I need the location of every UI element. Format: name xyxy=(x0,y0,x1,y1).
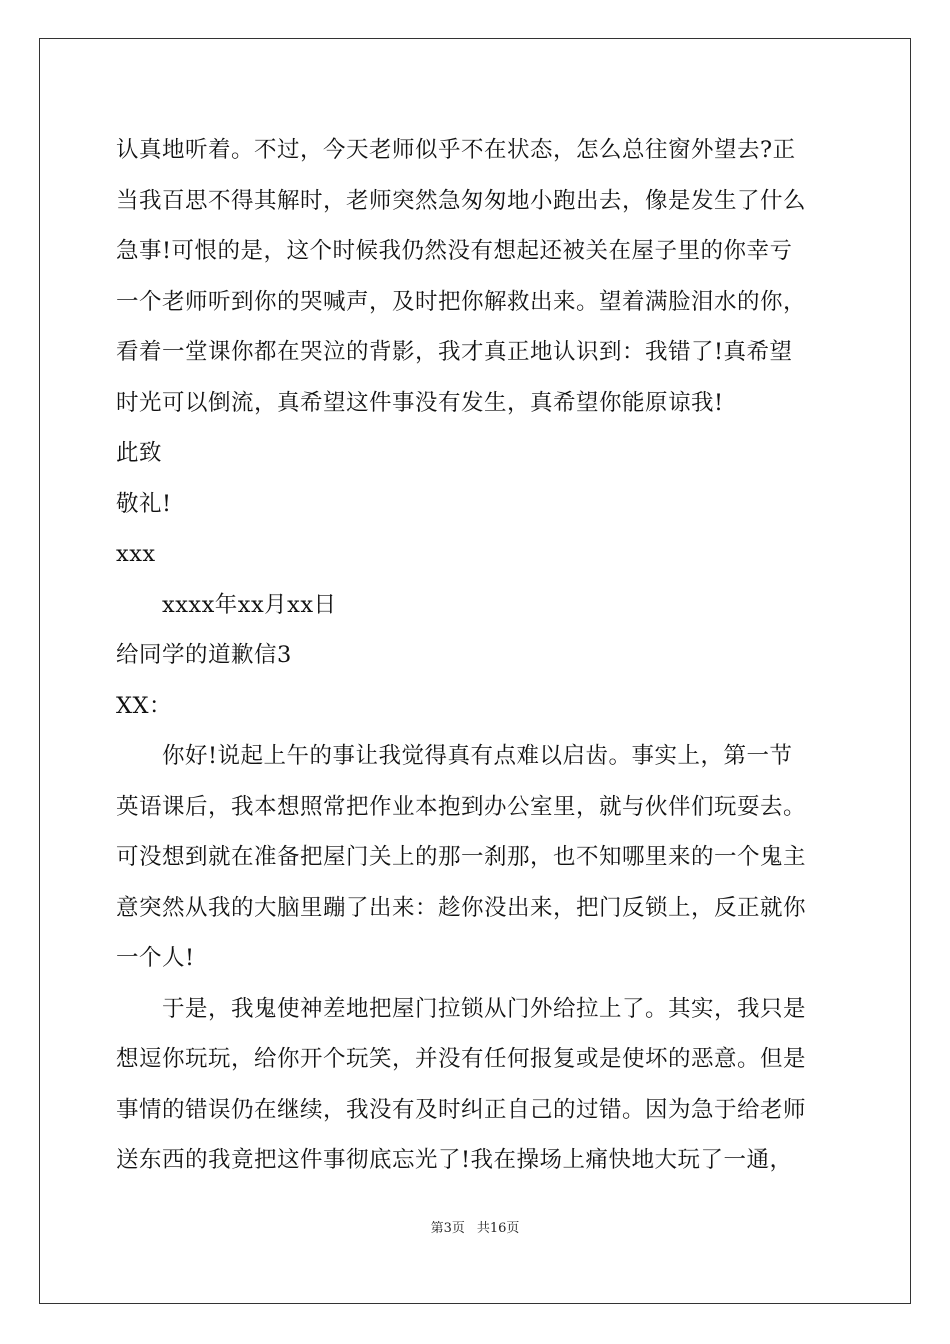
total-pages-label: 共16页 xyxy=(476,1221,520,1236)
signature: xxx xyxy=(116,541,156,567)
section-title: 给同学的道歉信3 xyxy=(116,642,292,668)
page-footer xyxy=(0,1217,950,1236)
document-body xyxy=(116,125,838,1186)
text-line: 送东西的我竟把这件事彻底忘光了!我在操场上痛快地大玩了一通， xyxy=(116,1147,793,1173)
text-line: 时光可以倒流，真希望这件事没有发生，真希望你能原谅我! xyxy=(116,389,724,416)
current-page-label: 第3页 xyxy=(430,1221,465,1236)
closing-salutation: 此致 xyxy=(116,440,163,466)
text-line: 看着一堂课你都在哭泣的背影，我才真正地认识到：我错了!真希望 xyxy=(116,339,793,365)
text-line: 事情的错误仍在继续，我没有及时纠正自己的过错。因为急于给老师 xyxy=(116,1096,807,1123)
text-line: 当我百思不得其解时，老师突然急匆匆地小跑出去，像是发生了什么 xyxy=(116,187,807,214)
text-line: 意突然从我的大脑里蹦了出来：趁你没出来，把门反锁上，反正就你 xyxy=(116,894,807,921)
text-line: 于是，我鬼使神差地把屋门拉锁从门外给拉上了。其实，我只是 xyxy=(162,995,807,1022)
text-line: 英语课后，我本想照常把作业本抱到办公室里，就与伙伴们玩耍去。 xyxy=(116,793,807,820)
addressee: XX： xyxy=(116,692,173,719)
text-line: 你好!说起上午的事让我觉得真有点难以启齿。事实上，第一节 xyxy=(162,743,793,769)
text-line: 认真地听着。不过，今天老师似乎不在状态，怎么总往窗外望去?正 xyxy=(116,137,796,163)
text-line: 一个人! xyxy=(116,945,195,971)
date-line: xxxx年xx月xx日 xyxy=(162,591,337,618)
text-line: 想逗你玩玩，给你开个玩笑，并没有任何报复或是使坏的恶意。但是 xyxy=(116,1046,807,1072)
text-line: 一个老师听到你的哭喊声，及时把你解救出来。望着满脸泪水的你， xyxy=(116,288,807,315)
closing-regards: 敬礼! xyxy=(116,490,172,517)
text-line: 急事!可恨的是，这个时候我仍然没有想起还被关在屋子里的你幸亏 xyxy=(116,238,793,264)
text-line: 可没想到就在准备把屋门关上的那一刹那，也不知哪里来的一个鬼主 xyxy=(116,844,807,870)
